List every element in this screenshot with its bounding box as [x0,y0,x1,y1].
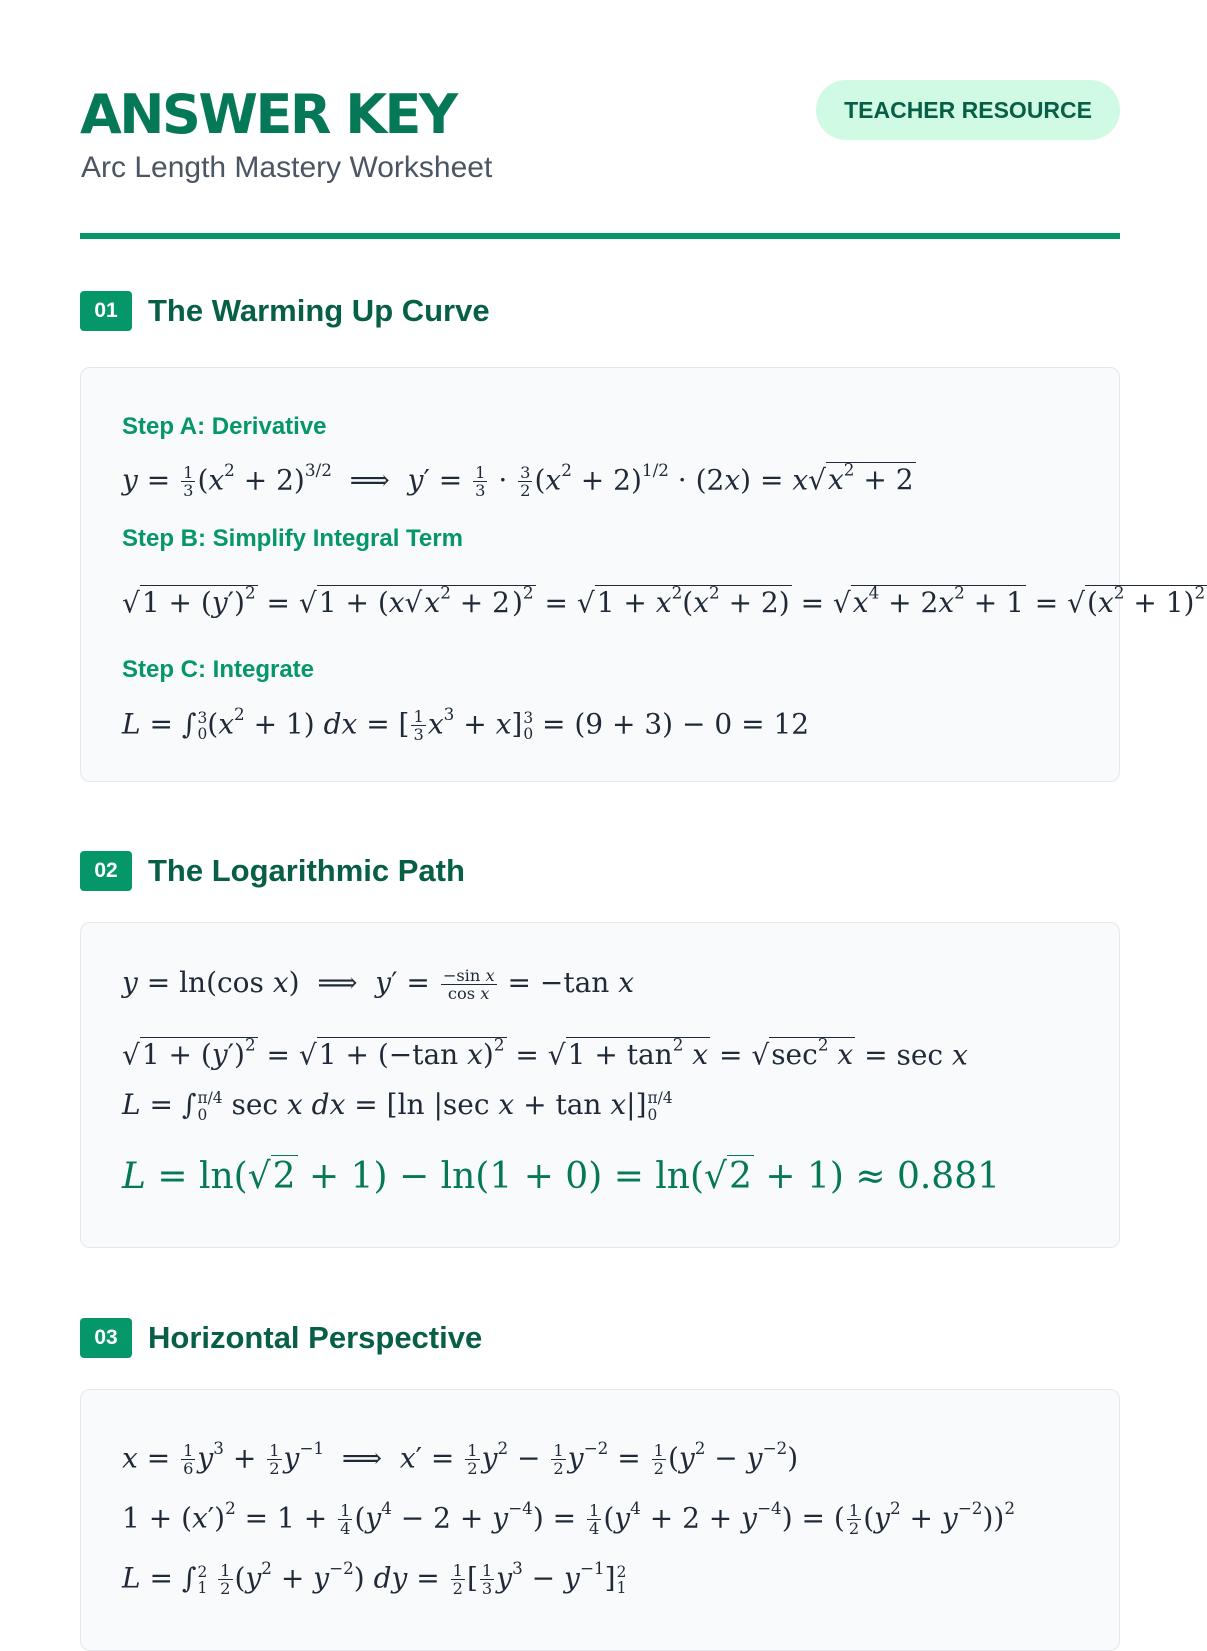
section-3-header [80,1318,482,1358]
section-title: The Warming Up Curve [148,293,490,328]
equation: L = ∫ 2 1 $\frac{1}{2}$ $(y^2 + y^{-2})$ dy = $\frac{1}{2}$ [ $\frac{1}{3}$ $y^3 - y^{-1}$] 2 1 [122,1558,627,1599]
step-label: Step C: Integrate [122,656,315,683]
step-label: Step A: Derivative [122,413,327,440]
header-divider [80,233,1120,239]
equation: y = $\frac{1}{3}$ $(x^2 + 2)^{3/2}$ ⟹ y′ = $\frac{1}{3}$ · $\frac{3}{2}$ $(x^2 + 2)^{1/2} \cdot (2x) = x√x^2 + 2$ [122,460,914,501]
section-1-header [80,291,490,331]
teacher-resource-badge: TEACHER RESOURCE [816,80,1120,140]
page-subtitle: Arc Length Mastery Worksheet [81,151,493,184]
step-label: Step B: Simplify Integral Term [122,525,463,552]
section-title: Horizontal Perspective [148,1320,483,1355]
section-3-solution-card [80,1389,1120,1651]
section-number-badge: 03 [80,1318,132,1358]
section-number-badge: 02 [80,851,132,891]
section-number-badge: 01 [80,291,132,331]
section-2-header [80,851,465,891]
section-1-solution-card [80,367,1206,782]
equation: x = $\frac{1}{6}$ $y^3$ + $\frac{1}{2}$ $y^{-1}$ ⟹ x′ = $\frac{1}{2}$ $y^2$ − $\frac{1}{2}$ $y^{-2}$ = $\frac{1}{2}$ $(y^2 - y^{-2})$ [122,1438,799,1479]
equation: y = ln(cos x) ⟹ y′ = $\frac{\text{−sin x}}{\text{cos x}}$ = −tan x [122,965,635,1003]
equation: $√1 + (y')^2 = √1 + (-\tan$ $x)^2 = √1 + \tan^2 x = √\sec^2$ x = sec x [122,1035,968,1072]
section-2-solution-card [80,922,1120,1248]
equation: L = ∫ π/4 0 sec x dx = [ln |sec x + tan x|] π/4 0 [122,1088,673,1124]
final-result-equation: L = ln(√2 + 1) − ln(1 + 0) = ln(√2 + 1) ≈ 0.881 [122,1156,1001,1197]
equation: $1 + (x')^2 = 1$ + $\frac{1}{4}$ $(y^4 - 2 + y^{-4})$ = $\frac{1}{4}$ $(y^4 + 2 + y^{-4})$ = ( $\frac{1}{2}$ $(y^2 + y^{-2}))^2$ [122,1498,1016,1539]
equation: L = ∫ 3 0 $(x^2 + 1)$ dx = [ $\frac{1}{3}$ $x^3 + x$] 3 0 = (9 + 3) − 0 = 12 [122,704,810,745]
page-title: ANSWER KEY [80,83,456,146]
section-title: The Logarithmic Path [148,853,465,888]
page-header [80,80,1120,200]
equation: $√1 + (y')^2 = √1 + (x√x^2 + 2)^2 = √1 + x^2(x^2 + 2) = √x^4 + 2x^2 + 1 = √(x^2 + 1)^2$ [122,583,1206,620]
